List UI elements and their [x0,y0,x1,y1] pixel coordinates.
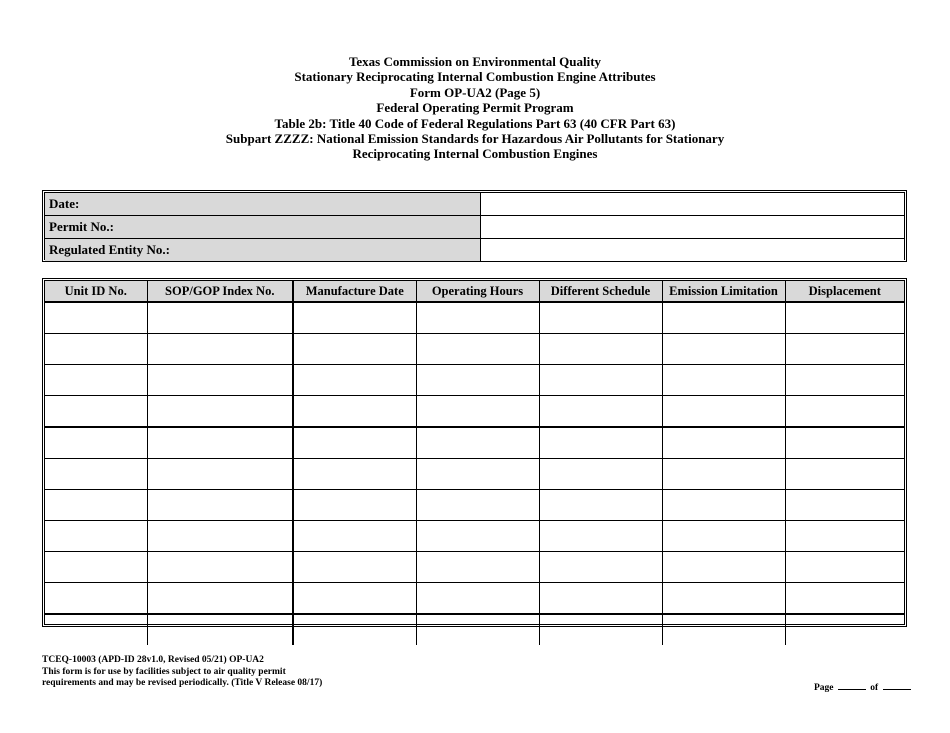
table-cell[interactable] [662,396,785,428]
usage-note-line1: This form is for use by facilities subject to air quality permit [42,666,286,677]
subpart-title-line2: Reciprocating Internal Combustion Engines [352,146,598,162]
date-row [45,193,904,216]
table-row [45,459,904,490]
form-number: Form OP-UA2 (Page 5) [409,84,541,100]
date-label: Date: [45,193,481,216]
subpart-title-line1: Subpart ZZZZ: National Emission Standards for Hazardous Air Pollutants for Stationary [225,131,725,147]
date-field[interactable] [481,193,905,216]
table-title: Table 2b: Title 40 Code of Federal Regulations Part 63 (40 CFR Part 63) [274,115,676,131]
table-cell[interactable] [45,552,147,583]
table-cell[interactable] [539,365,662,396]
table-row [45,614,904,645]
permit-row [45,216,904,239]
table-cell[interactable] [416,583,539,615]
program-name: Federal Operating Permit Program [376,100,574,116]
agency-title: Texas Commission on Environmental Quality [348,54,602,69]
table-cell[interactable] [662,302,785,334]
table-cell[interactable] [785,365,904,396]
form-header [0,54,950,162]
page-counter [814,680,913,693]
table-cell[interactable] [416,490,539,521]
table-row [45,552,904,583]
page-number-field[interactable] [838,680,866,690]
table-row [45,365,904,396]
table-cell[interactable] [45,302,147,334]
table-cell[interactable] [45,490,147,521]
table-cell[interactable] [147,583,293,615]
table-cell[interactable] [662,521,785,552]
table-row [45,396,904,428]
table-row [45,334,904,365]
table-cell[interactable] [785,490,904,521]
entity-row [45,239,904,262]
table-cell[interactable] [147,521,293,552]
table-cell[interactable] [785,521,904,552]
table-cell[interactable] [45,521,147,552]
table-cell[interactable] [293,490,416,521]
table-cell[interactable] [293,552,416,583]
table-cell[interactable] [539,334,662,365]
table-cell[interactable] [539,427,662,459]
table-cell[interactable] [662,614,785,645]
table-cell[interactable] [416,459,539,490]
permit-field[interactable] [481,216,905,239]
identification-table [45,193,904,261]
table-cell[interactable] [45,365,147,396]
table-cell[interactable] [293,614,416,645]
table-cell[interactable] [539,521,662,552]
of-label: of [870,683,879,693]
table-cell[interactable] [662,427,785,459]
table-cell[interactable] [416,614,539,645]
table-cell[interactable] [45,334,147,365]
table-cell[interactable] [416,334,539,365]
table-row [45,521,904,552]
table-cell[interactable] [662,490,785,521]
table-cell[interactable] [785,334,904,365]
table-cell[interactable] [147,490,293,521]
table-cell[interactable] [785,583,904,615]
table-cell[interactable] [539,490,662,521]
table-cell[interactable] [539,583,662,615]
table-cell[interactable] [293,521,416,552]
table-cell[interactable] [147,334,293,365]
table-cell[interactable] [539,614,662,645]
col-emission-limitation: Emission Limitation [662,281,785,302]
entity-field[interactable] [481,239,905,262]
table-cell[interactable] [662,334,785,365]
table-cell[interactable] [785,552,904,583]
table-row [45,427,904,459]
col-sop-gop-index: SOP/GOP Index No. [147,281,293,302]
table-header-row [45,281,904,302]
table-cell[interactable] [45,459,147,490]
col-unit-id: Unit ID No. [45,281,147,302]
table-body [45,302,904,645]
table-cell[interactable] [785,302,904,334]
col-displacement: Displacement [785,281,904,302]
table-cell[interactable] [147,365,293,396]
table-cell[interactable] [293,365,416,396]
table-cell[interactable] [416,302,539,334]
table-cell[interactable] [147,614,293,645]
col-different-schedule: Different Schedule [539,281,662,302]
table-cell[interactable] [662,583,785,615]
table-cell[interactable] [147,396,293,428]
table-row [45,302,904,334]
table-row [45,490,904,521]
table-cell[interactable] [539,552,662,583]
usage-note-line2: requirements and may be revised periodically. (Title V Release 08/17) [42,678,323,688]
table-cell[interactable] [416,552,539,583]
table-cell[interactable] [45,396,147,428]
table-cell[interactable] [293,583,416,615]
table-cell[interactable] [785,614,904,645]
page-total-field[interactable] [883,680,911,690]
table-cell[interactable] [293,334,416,365]
permit-label: Permit No.: [45,216,481,239]
table-cell[interactable] [416,521,539,552]
table-cell[interactable] [293,427,416,459]
form-id-line: TCEQ-10003 (APD-ID 28v1.0, Revised 05/21) OP-UA2 [42,655,264,665]
table-cell[interactable] [662,459,785,490]
engine-attributes-table [45,281,904,645]
col-operating-hours: Operating Hours [416,281,539,302]
table-cell[interactable] [293,459,416,490]
table-cell[interactable] [416,396,539,428]
engine-attributes-box [42,278,907,627]
table-cell[interactable] [45,583,147,615]
col-manufacture-date: Manufacture Date [293,281,416,302]
table-cell[interactable] [45,427,147,459]
page-label: Page [814,683,834,693]
table-cell[interactable] [539,302,662,334]
table-row [45,583,904,615]
table-cell[interactable] [147,459,293,490]
table-cell[interactable] [662,365,785,396]
table-cell[interactable] [416,427,539,459]
table-cell[interactable] [45,614,147,645]
table-cell[interactable] [785,427,904,459]
form-footer [42,655,322,690]
table-cell[interactable] [662,552,785,583]
table-cell[interactable] [147,302,293,334]
table-cell[interactable] [293,302,416,334]
table-cell[interactable] [416,365,539,396]
table-cell[interactable] [785,459,904,490]
table-cell[interactable] [147,427,293,459]
form-subject: Stationary Reciprocating Internal Combustion Engine Attributes [294,69,656,85]
table-cell[interactable] [785,396,904,428]
table-cell[interactable] [147,552,293,583]
table-cell[interactable] [539,396,662,428]
table-cell[interactable] [539,459,662,490]
entity-label: Regulated Entity No.: [45,239,481,262]
table-cell[interactable] [293,396,416,428]
identification-box [42,190,907,262]
